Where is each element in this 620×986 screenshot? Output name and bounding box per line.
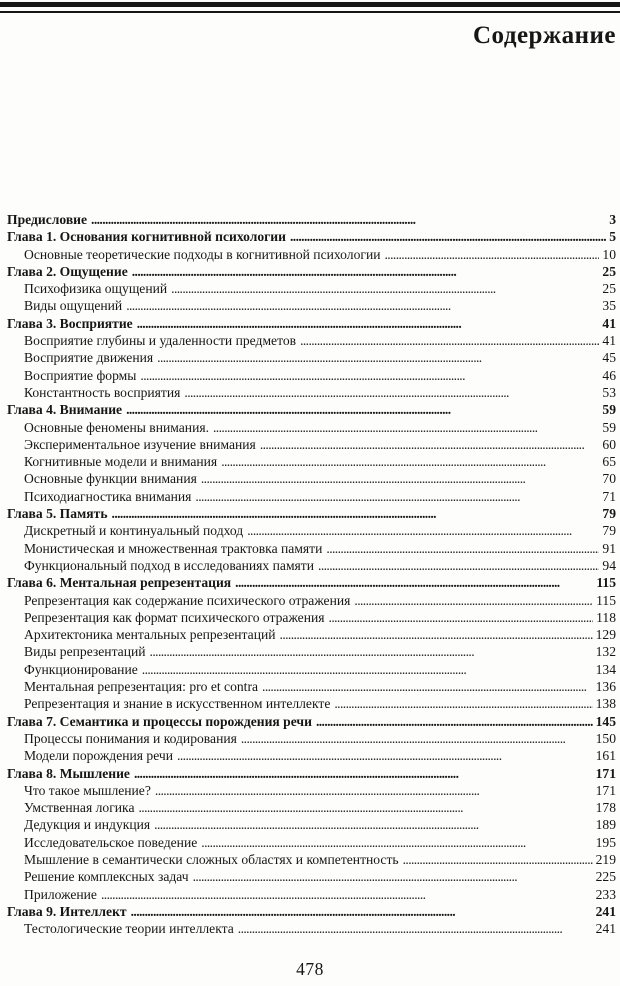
dot-leader [157,349,599,366]
dot-leader [221,453,599,470]
toc-entry-label: Предисловие [7,212,88,227]
toc-row [7,920,616,937]
toc-entry-page: 41 [602,333,616,349]
dot-leader [213,419,599,436]
toc-entry-label: Восприятие движения [24,350,154,366]
dot-leader [354,592,593,609]
toc-row [7,401,616,418]
dot-leader [112,505,600,522]
dot-leader [290,228,606,245]
toc-entry-label: Константность восприятия [24,384,181,400]
dot-leader [316,713,593,730]
toc-entry-label: Монистическая и множественная трактовка памяти [24,540,323,556]
toc-row [7,713,616,730]
toc-entry-page: 45 [602,350,616,366]
toc-entry-page: 59 [602,402,616,418]
dot-leader [91,211,606,228]
toc-entry-label: Глава 4. Внимание [7,402,123,418]
dot-leader [238,920,593,937]
toc-entry-label: Глава 3. Восприятие [7,315,133,331]
dot-leader [184,384,599,401]
dot-leader [235,574,593,591]
dot-leader [195,488,599,505]
toc-entry-page: 195 [595,834,616,850]
dot-leader [241,730,593,747]
toc-entry-label: Экспериментальное изучение внимания [24,436,256,452]
page-title: Содержание [472,22,616,49]
toc-entry-label: Основные теоретические подходы в когнитивной психологии [24,246,381,262]
toc-entry-page: 136 [595,679,616,695]
dot-leader [300,332,599,349]
toc-entry-label: Исследовательское поведение [24,834,198,850]
dot-leader [177,747,593,764]
table-of-contents [7,211,616,937]
toc-entry-page: 41 [602,315,616,331]
toc-entry-label: Психодиагностика внимания [24,488,192,504]
toc-row [7,246,616,263]
dot-leader [138,799,592,816]
dot-leader [201,470,600,487]
dot-leader [171,280,599,297]
toc-entry-page: 171 [595,765,616,781]
toc-entry-label: Глава 1. Основания когнитивной психологии [7,229,286,245]
toc-entry-label: Модели порождения речи [24,748,174,764]
toc-entry-label: Процессы понимания и кодирования [24,730,237,746]
toc-entry-label: Решение комплексных задач [24,869,189,885]
toc-row [7,765,616,782]
dot-leader [318,557,599,574]
toc-row [7,747,616,764]
toc-entry-page: 25 [602,281,616,297]
toc-entry-page: 3 [609,212,616,227]
toc-entry-page: 115 [596,592,616,608]
toc-entry-page: 60 [602,436,616,452]
toc-entry-label: Когнитивные модели и внимания [24,454,218,470]
toc-entry-page: 79 [602,523,616,539]
toc-row [7,367,616,384]
toc-row [7,453,616,470]
toc-entry-page: 35 [602,298,616,314]
toc-row [7,332,616,349]
toc-entry-page: 171 [595,782,616,798]
toc-entry-label: Глава 2. Ощущение [7,263,128,279]
toc-entry-label: Виды ощущений [24,298,123,314]
toc-entry-label: Основные феномены внимания. [24,419,209,435]
toc-entry-page: 79 [602,506,616,522]
toc-entry-page: 132 [595,644,616,660]
toc-row [7,470,616,487]
toc-entry-label: Основные функции внимания [24,471,197,487]
toc-entry-label: Виды репрезентаций [24,644,146,660]
toc-row [7,799,616,816]
toc-entry-page: 25 [602,263,616,279]
toc-entry-page: 219 [595,851,616,867]
dot-leader [403,851,593,868]
toc-entry-page: 59 [602,419,616,435]
toc-row [7,436,616,453]
toc-entry-label: Психофизика ощущений [24,281,168,297]
page-number: 478 [296,959,324,979]
toc-entry-page: 115 [596,575,616,591]
toc-row [7,263,616,280]
dot-leader [137,315,600,332]
toc-entry-page: 10 [602,246,616,262]
toc-row [7,782,616,799]
toc-entry-page: 53 [602,384,616,400]
toc-row [7,488,616,505]
top-rule-thin [0,11,620,13]
dot-leader [326,540,599,557]
toc-entry-page: 161 [595,748,616,764]
toc-row [7,522,616,539]
dot-leader [334,695,592,712]
toc-entry-label: Глава 8. Мышление [7,765,130,781]
toc-entry-label: Репрезентация как формат психического отражения [24,609,325,625]
toc-row [7,626,616,643]
toc-entry-page: 189 [595,817,616,833]
toc-row [7,505,616,522]
toc-row [7,592,616,609]
toc-entry-page: 70 [602,471,616,487]
toc-entry-label: Дедукция и индукция [24,817,151,833]
toc-row [7,834,616,851]
dot-leader [150,643,593,660]
toc-entry-label: Репрезентация и знание в искусственном интеллекте [24,696,331,712]
toc-entry-page: 46 [602,367,616,383]
toc-entry-label: Функционирование [24,661,138,677]
toc-row [7,730,616,747]
dot-leader [193,868,593,885]
toc-row [7,609,616,626]
dot-leader [154,816,592,833]
toc-entry-label: Что такое мышление? [24,782,151,798]
toc-entry-label: Приложение [24,886,97,902]
dot-leader [247,522,599,539]
toc-row [7,557,616,574]
dot-leader [132,263,600,280]
toc-entry-page: 134 [595,661,616,677]
toc-entry-page: 129 [595,627,616,643]
toc-entry-label: Функциональный подход в исследованиях памяти [24,557,315,573]
dot-leader [134,765,593,782]
toc-entry-page: 71 [602,488,616,504]
toc-entry-page: 94 [602,557,616,573]
toc-entry-page: 178 [595,800,616,816]
toc-entry-label: Глава 5. Память [7,506,108,522]
toc-row [7,574,616,591]
toc-row [7,695,616,712]
toc-entry-page: 241 [595,921,616,937]
toc-row [7,816,616,833]
dot-leader [101,886,593,903]
dot-leader [385,246,600,263]
toc-entry-label: Восприятие глубины и удаленности предметов [24,333,297,349]
toc-entry-label: Архитектоника ментальных репрезентаций [24,627,276,643]
toc-entry-label: Репрезентация как содержание психического отражения [24,592,351,608]
toc-row [7,903,616,920]
toc-entry-page: 241 [595,903,616,919]
toc-entry-page: 145 [595,713,616,729]
toc-row [7,851,616,868]
dot-leader [126,401,599,418]
toc-entry-label: Глава 9. Интеллект [7,903,127,919]
dot-leader [260,436,600,453]
toc-row [7,661,616,678]
toc-row [7,280,616,297]
toc-entry-label: Глава 6. Ментальная репрезентация [7,575,232,591]
toc-row [7,211,616,228]
dot-leader [201,834,592,851]
toc-entry-page: 138 [595,696,616,712]
toc-entry-page: 65 [602,454,616,470]
dot-leader [142,661,593,678]
toc-entry-page: 150 [595,730,616,746]
toc-entry-page: 233 [595,886,616,902]
toc-row [7,643,616,660]
dot-leader [155,782,593,799]
toc-entry-label: Восприятие формы [24,367,137,383]
toc-row [7,349,616,366]
dot-leader [280,626,593,643]
toc-entry-label: Тестологические теории интеллекта [24,921,234,937]
toc-row [7,678,616,695]
toc-row [7,868,616,885]
dot-leader [131,903,593,920]
toc-row [7,297,616,314]
toc-row [7,228,616,245]
toc-entry-page: 91 [602,540,616,556]
dot-leader [140,367,599,384]
dot-leader [329,609,594,626]
dot-leader [126,297,599,314]
toc-entry-page: 5 [609,229,616,245]
toc-row [7,540,616,557]
toc-row [7,886,616,903]
toc-entry-label: Ментальная репрезентация: pro et contra [24,679,259,695]
toc-row [7,419,616,436]
toc-row [7,384,616,401]
toc-row [7,315,616,332]
toc-entry-label: Глава 7. Семантика и процессы порождения речи [7,713,312,729]
top-rule-thick [0,2,620,7]
toc-entry-label: Дискретный и континуальный подход [24,523,244,539]
toc-entry-label: Умственная логика [24,800,135,816]
dot-leader [262,678,593,695]
toc-entry-page: 225 [595,869,616,885]
toc-entry-page: 118 [596,609,616,625]
toc-entry-label: Мышление в семантически сложных областях и компетентность [24,851,399,867]
